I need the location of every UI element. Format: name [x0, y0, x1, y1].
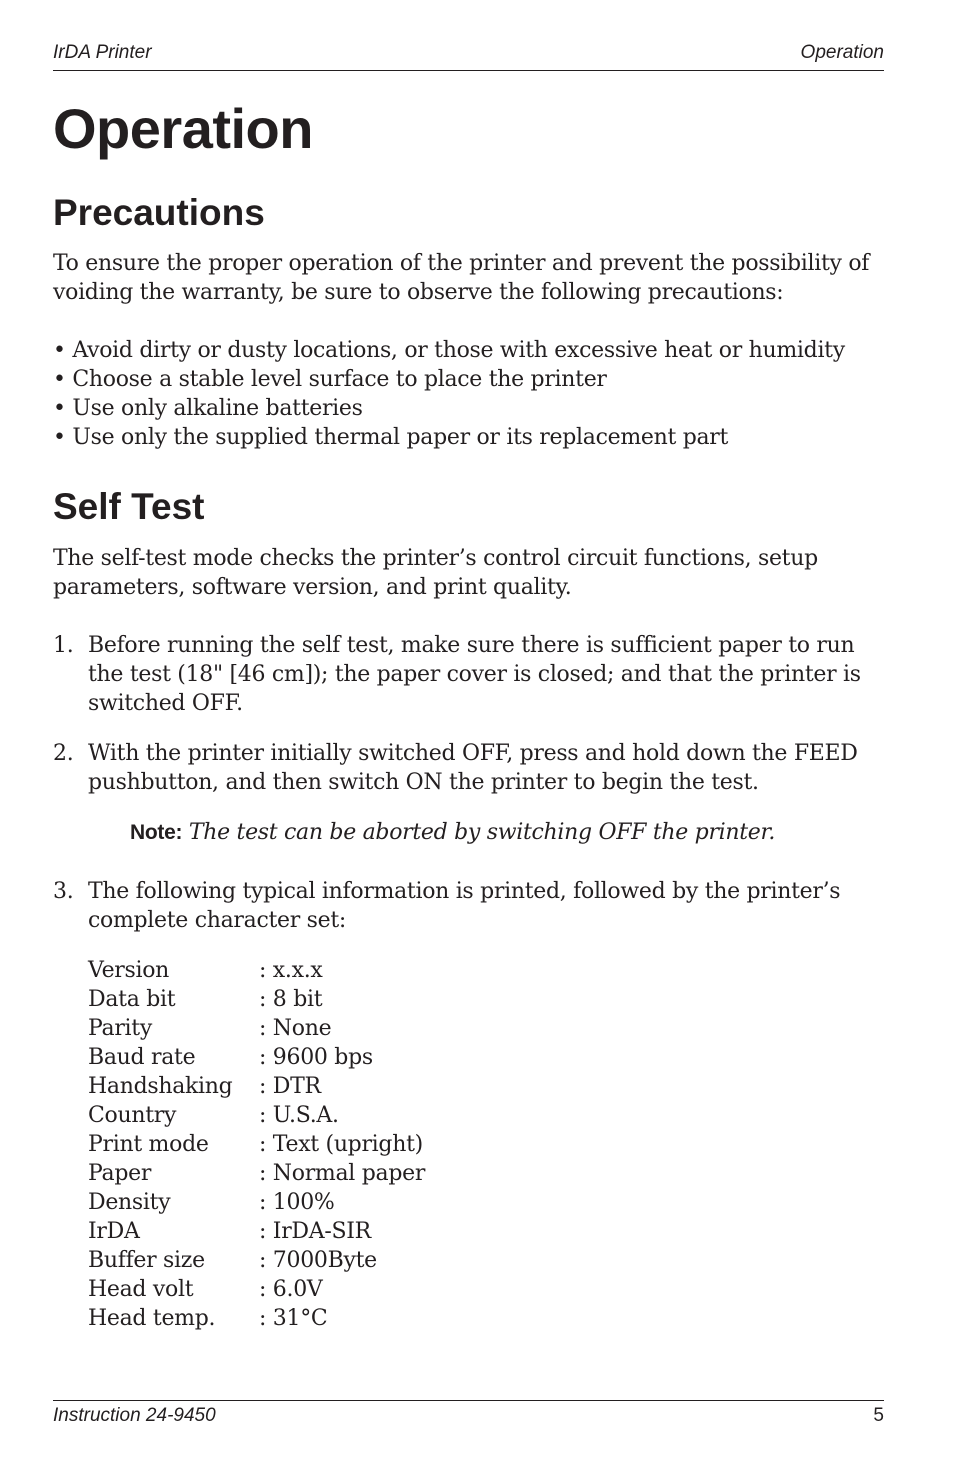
step-number: 1. — [53, 633, 74, 658]
table-row: Version : x.x.x — [88, 958, 323, 983]
page-footer — [53, 1400, 884, 1431]
step-text: With the printer initially switched OFF, press and hold down the FEED pushbutton, and then switch ON the printer to begin the test. — [88, 741, 858, 795]
step-text: Before running the self test, make sure there is sufficient paper to run the test (18" [46 cm]); the paper cover is closed; and that the printer is switched OFF. — [88, 633, 861, 716]
step-text: The following typical information is printed, followed by the printer’s complete character set: — [88, 879, 841, 933]
page-title: Operation — [53, 97, 313, 160]
step-number: 2. — [53, 741, 74, 766]
table-row: Density : 100% — [88, 1190, 335, 1215]
table-row: Buffer size : 7000Byte — [88, 1248, 377, 1273]
note-label: Note: — [130, 821, 183, 844]
self-test-heading: Self Test — [53, 486, 205, 527]
list-item: • Use only the supplied thermal paper or its replacement part — [53, 425, 729, 450]
precautions-list — [53, 336, 845, 452]
table-row: Head temp. : 31°C — [88, 1306, 328, 1331]
list-item: • Choose a stable level surface to place the printer — [53, 367, 607, 392]
page-header — [53, 42, 884, 71]
footer-left: Instruction 24-9450 — [53, 1405, 216, 1426]
table-row: Handshaking : DTR — [88, 1074, 321, 1099]
precautions-heading: Precautions — [53, 192, 265, 233]
list-item: • Use only alkaline batteries — [53, 396, 363, 421]
page-number: 5 — [873, 1405, 884, 1426]
list-item: • Avoid dirty or dusty locations, or those with excessive heat or humidity — [53, 338, 845, 363]
header-right: Operation — [800, 42, 884, 63]
table-row: Country : U.S.A. — [88, 1103, 339, 1128]
self-test-intro: The self-test mode checks the printer’s control circuit functions, setup parameters, software version, and print quality. — [53, 546, 818, 600]
table-row: Parity : None — [88, 1016, 332, 1041]
precautions-intro: To ensure the proper operation of the printer and prevent the possibility of voiding the warranty, be sure to observe the following precautions: — [53, 251, 870, 305]
note — [130, 818, 775, 847]
header-left: IrDA Printer — [53, 42, 152, 63]
step-number: 3. — [53, 879, 74, 904]
table-row: Data bit : 8 bit — [88, 987, 323, 1012]
table-row: IrDA : IrDA-SIR — [88, 1219, 371, 1244]
note-text: The test can be aborted by switching OFF the printer. — [188, 820, 776, 845]
table-row: Print mode : Text (upright) — [88, 1132, 423, 1157]
table-row: Head volt : 6.0V — [88, 1277, 323, 1302]
table-row: Paper : Normal paper — [88, 1161, 426, 1186]
table-row: Baud rate : 9600 bps — [88, 1045, 373, 1070]
self-test-info-table — [88, 956, 425, 1333]
